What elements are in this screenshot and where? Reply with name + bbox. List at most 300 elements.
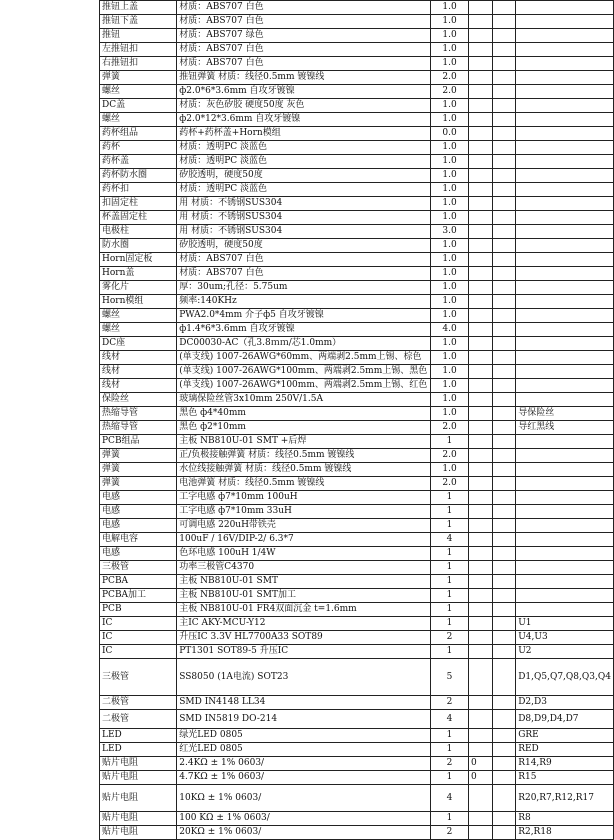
extra-cell-2 — [493, 323, 516, 337]
ref-cell — [516, 477, 614, 491]
spec-cell: ф1.4*6*3.6mm 自攻牙镀镍 — [177, 323, 431, 337]
ref-cell — [516, 295, 614, 309]
spec-cell: 用 材质：不锈钢SUS304 — [177, 197, 431, 211]
qty-cell: 1.0 — [431, 113, 469, 127]
extra-cell — [469, 281, 493, 295]
extra-cell — [469, 826, 493, 840]
extra-cell-2 — [493, 757, 516, 771]
item-name-cell: 推钮 — [100, 29, 177, 43]
qty-cell: 1 — [431, 743, 469, 757]
table-row — [100, 29, 614, 43]
item-name-cell: 弹簧 — [100, 477, 177, 491]
qty-cell: 1.0 — [431, 365, 469, 379]
qty-cell: 1 — [431, 603, 469, 617]
item-name-cell: 防水圈 — [100, 239, 177, 253]
extra-cell — [469, 575, 493, 589]
item-name-cell: 线材 — [100, 351, 177, 365]
extra-cell — [469, 743, 493, 757]
table-row — [100, 267, 614, 281]
qty-cell: 4.0 — [431, 323, 469, 337]
item-name-cell: 螺丝 — [100, 85, 177, 99]
extra-cell-2 — [493, 561, 516, 575]
ref-cell: GRE — [516, 729, 614, 743]
table-row — [100, 421, 614, 435]
item-name-cell: 推钮下盖 — [100, 15, 177, 29]
spec-cell: ф2.0*12*3.6mm 自攻牙镀镍 — [177, 113, 431, 127]
item-name-cell: 药杯 — [100, 141, 177, 155]
table-row — [100, 85, 614, 99]
extra-cell — [469, 43, 493, 57]
qty-cell: 2.0 — [431, 71, 469, 85]
extra-cell — [469, 463, 493, 477]
spec-cell: 材质：灰色矽胶 硬度50度 灰色 — [177, 99, 431, 113]
table-row — [100, 309, 614, 323]
ref-cell — [516, 239, 614, 253]
ref-cell: R15 — [516, 771, 614, 785]
extra-cell — [469, 127, 493, 141]
qty-cell: 1.0 — [431, 197, 469, 211]
extra-cell — [469, 505, 493, 519]
qty-cell: 2.0 — [431, 421, 469, 435]
extra-cell-2 — [493, 351, 516, 365]
extra-cell — [469, 295, 493, 309]
extra-cell — [469, 407, 493, 421]
extra-cell — [469, 267, 493, 281]
qty-cell: 1.0 — [431, 463, 469, 477]
spec-cell: PWA2.0*4mm 介子ф5 自攻牙镀镍 — [177, 309, 431, 323]
item-name-cell: 药杯扣 — [100, 183, 177, 197]
ref-cell: U4,U3 — [516, 631, 614, 645]
spec-cell: 功率三极管C4370 — [177, 561, 431, 575]
item-name-cell: 右推钮扣 — [100, 57, 177, 71]
spec-cell: 材质：ABS707 白色 — [177, 57, 431, 71]
extra-cell-2 — [493, 812, 516, 826]
ref-cell — [516, 85, 614, 99]
extra-cell — [469, 351, 493, 365]
spec-cell: ф2.0*6*3.6mm 自攻牙镀镍 — [177, 85, 431, 99]
extra-cell — [469, 812, 493, 826]
extra-cell-2 — [493, 710, 516, 729]
spec-cell: 20KΩ ± 1% 0603/ — [177, 826, 431, 840]
item-name-cell: DC座 — [100, 337, 177, 351]
qty-cell: 1.0 — [431, 99, 469, 113]
qty-cell: 1 — [431, 812, 469, 826]
ref-cell — [516, 575, 614, 589]
item-name-cell: 贴片电阻 — [100, 826, 177, 840]
table-row — [100, 239, 614, 253]
extra-cell-2 — [493, 281, 516, 295]
table-row — [100, 589, 614, 603]
spec-cell: 升压IC 3.3V HL7700A33 SOT89 — [177, 631, 431, 645]
qty-cell: 1.0 — [431, 253, 469, 267]
qty-cell: 1.0 — [431, 43, 469, 57]
spec-cell: 用 材质：不锈钢SUS304 — [177, 211, 431, 225]
extra-cell — [469, 449, 493, 463]
spec-cell: 红光LED 0805 — [177, 743, 431, 757]
table-row — [100, 533, 614, 547]
spec-cell: 工字电感 ф7*10mm 100uH — [177, 491, 431, 505]
table-row — [100, 57, 614, 71]
extra-cell — [469, 696, 493, 710]
extra-cell-2 — [493, 155, 516, 169]
qty-cell: 5 — [431, 659, 469, 696]
table-row — [100, 659, 614, 696]
ref-cell — [516, 1, 614, 15]
qty-cell: 4 — [431, 710, 469, 729]
extra-cell-2 — [493, 729, 516, 743]
item-name-cell: 推钮上盖 — [100, 1, 177, 15]
item-name-cell: 弹簧 — [100, 71, 177, 85]
qty-cell: 1 — [431, 561, 469, 575]
qty-cell: 2.0 — [431, 449, 469, 463]
ref-cell — [516, 589, 614, 603]
table-row — [100, 617, 614, 631]
extra-cell-2 — [493, 197, 516, 211]
table-row — [100, 449, 614, 463]
extra-cell-2 — [493, 603, 516, 617]
item-name-cell: PCB — [100, 603, 177, 617]
table-row — [100, 295, 614, 309]
item-name-cell: 螺丝 — [100, 309, 177, 323]
spec-cell: (单支线) 1007-26AWG*60mm、两端剥2.5mm上锡、棕色 — [177, 351, 431, 365]
spec-cell: 矽胶透明，硬度50度 — [177, 239, 431, 253]
qty-cell: 1 — [431, 729, 469, 743]
ref-cell — [516, 603, 614, 617]
item-name-cell: 电感 — [100, 519, 177, 533]
table-row — [100, 337, 614, 351]
extra-cell — [469, 785, 493, 812]
extra-cell — [469, 57, 493, 71]
qty-cell: 2.0 — [431, 477, 469, 491]
spec-cell: 100 KΩ ± 1% 0603/ — [177, 812, 431, 826]
qty-cell: 1.0 — [431, 169, 469, 183]
spec-cell: 材质：ABS707 白色 — [177, 1, 431, 15]
ref-cell: U2 — [516, 645, 614, 659]
spec-cell: 材质：ABS707 白色 — [177, 267, 431, 281]
ref-cell — [516, 141, 614, 155]
extra-cell — [469, 617, 493, 631]
extra-cell — [469, 491, 493, 505]
qty-cell: 1.0 — [431, 15, 469, 29]
extra-cell — [469, 239, 493, 253]
qty-cell: 1.0 — [431, 155, 469, 169]
item-name-cell: 药杯盖 — [100, 155, 177, 169]
spec-cell: 药杯+药杯盖+Horn模组 — [177, 127, 431, 141]
spec-cell: 厚：30um;孔径：5.75um — [177, 281, 431, 295]
qty-cell: 1 — [431, 771, 469, 785]
qty-cell: 1.0 — [431, 1, 469, 15]
extra-cell: 0 — [469, 757, 493, 771]
item-name-cell: 电解电容 — [100, 533, 177, 547]
item-name-cell: 电极柱 — [100, 225, 177, 239]
ref-cell — [516, 71, 614, 85]
extra-cell — [469, 561, 493, 575]
item-name-cell: 热缩导管 — [100, 407, 177, 421]
table-row — [100, 407, 614, 421]
item-name-cell: IC — [100, 645, 177, 659]
extra-cell — [469, 421, 493, 435]
ref-cell: D8,D9,D4,D7 — [516, 710, 614, 729]
spec-cell: 黑色 ф2*10mm — [177, 421, 431, 435]
qty-cell: 4 — [431, 533, 469, 547]
table-row — [100, 351, 614, 365]
extra-cell — [469, 547, 493, 561]
item-name-cell: 线材 — [100, 379, 177, 393]
extra-cell-2 — [493, 743, 516, 757]
table-row — [100, 169, 614, 183]
table-row — [100, 491, 614, 505]
spec-cell: 材质：ABS707 绿色 — [177, 29, 431, 43]
extra-cell — [469, 603, 493, 617]
extra-cell-2 — [493, 57, 516, 71]
extra-cell — [469, 589, 493, 603]
extra-cell-2 — [493, 99, 516, 113]
qty-cell: 1 — [431, 547, 469, 561]
ref-cell — [516, 197, 614, 211]
ref-cell: R20,R7,R12,R17 — [516, 785, 614, 812]
item-name-cell: 扣固定柱 — [100, 197, 177, 211]
ref-cell — [516, 43, 614, 57]
table-row — [100, 477, 614, 491]
extra-cell — [469, 710, 493, 729]
spec-cell: 主板 NB810U-01 FR4双面沉金 t=1.6mm — [177, 603, 431, 617]
extra-cell-2 — [493, 631, 516, 645]
table-row — [100, 645, 614, 659]
extra-cell-2 — [493, 393, 516, 407]
table-row — [100, 211, 614, 225]
ref-cell: U1 — [516, 617, 614, 631]
table-row — [100, 379, 614, 393]
extra-cell-2 — [493, 29, 516, 43]
spec-cell: SMD IN4148 LL34 — [177, 696, 431, 710]
qty-cell: 1 — [431, 575, 469, 589]
item-name-cell: 弹簧 — [100, 449, 177, 463]
table-row — [100, 43, 614, 57]
item-name-cell: 药杯防水圈 — [100, 169, 177, 183]
extra-cell-2 — [493, 337, 516, 351]
extra-cell-2 — [493, 477, 516, 491]
ref-cell — [516, 435, 614, 449]
ref-cell: 导红黑线 — [516, 421, 614, 435]
extra-cell — [469, 183, 493, 197]
extra-cell-2 — [493, 421, 516, 435]
qty-cell: 1.0 — [431, 337, 469, 351]
item-name-cell: PCBA加工 — [100, 589, 177, 603]
ref-cell — [516, 57, 614, 71]
extra-cell-2 — [493, 309, 516, 323]
qty-cell: 1.0 — [431, 57, 469, 71]
spec-cell: (单支线) 1007-26AWG*100mm、两端剥2.5mm上锡、红色 — [177, 379, 431, 393]
spec-cell: 主板 NB810U-01 SMT +后焊 — [177, 435, 431, 449]
extra-cell-2 — [493, 505, 516, 519]
extra-cell — [469, 141, 493, 155]
ref-cell — [516, 309, 614, 323]
table-row — [100, 99, 614, 113]
table-row — [100, 141, 614, 155]
item-name-cell: 线材 — [100, 365, 177, 379]
extra-cell — [469, 85, 493, 99]
extra-cell-2 — [493, 463, 516, 477]
table-row — [100, 771, 614, 785]
extra-cell — [469, 71, 493, 85]
qty-cell: 2 — [431, 826, 469, 840]
table-row — [100, 127, 614, 141]
ref-cell: RED — [516, 743, 614, 757]
ref-cell — [516, 449, 614, 463]
extra-cell — [469, 393, 493, 407]
extra-cell — [469, 645, 493, 659]
item-name-cell: PCB组品 — [100, 435, 177, 449]
qty-cell: 1.0 — [431, 281, 469, 295]
extra-cell — [469, 533, 493, 547]
spec-cell: 主板 NB810U-01 SMT — [177, 575, 431, 589]
extra-cell-2 — [493, 211, 516, 225]
ref-cell — [516, 225, 614, 239]
spec-cell: DC00030-AC（孔3.8ｍｍ/芯1.0mm） — [177, 337, 431, 351]
table-row — [100, 710, 614, 729]
ref-cell: R8 — [516, 812, 614, 826]
extra-cell-2 — [493, 1, 516, 15]
table-row — [100, 603, 614, 617]
qty-cell: 1.0 — [431, 351, 469, 365]
extra-cell — [469, 253, 493, 267]
extra-cell-2 — [493, 169, 516, 183]
ref-cell: 导保险丝 — [516, 407, 614, 421]
extra-cell — [469, 365, 493, 379]
table-row — [100, 812, 614, 826]
qty-cell: 1.0 — [431, 267, 469, 281]
qty-cell: 2 — [431, 696, 469, 710]
spec-cell: 材质：透明PC 淡蓝色 — [177, 141, 431, 155]
item-name-cell: 二极管 — [100, 696, 177, 710]
ref-cell — [516, 29, 614, 43]
extra-cell-2 — [493, 253, 516, 267]
ref-cell — [516, 183, 614, 197]
item-name-cell: 三极管 — [100, 561, 177, 575]
extra-cell-2 — [493, 295, 516, 309]
table-row — [100, 155, 614, 169]
spec-cell: 色环电感 100uH 1/4W — [177, 547, 431, 561]
extra-cell — [469, 197, 493, 211]
extra-cell-2 — [493, 71, 516, 85]
table-row — [100, 729, 614, 743]
ref-cell — [516, 155, 614, 169]
item-name-cell: IC — [100, 617, 177, 631]
ref-cell — [516, 393, 614, 407]
spec-cell: (单支线) 1007-26AWG*100mm、两端剥2.5mm上锡、黑色 — [177, 365, 431, 379]
extra-cell-2 — [493, 771, 516, 785]
extra-cell — [469, 659, 493, 696]
extra-cell — [469, 519, 493, 533]
table-row — [100, 757, 614, 771]
extra-cell-2 — [493, 127, 516, 141]
ref-cell — [516, 15, 614, 29]
ref-cell — [516, 267, 614, 281]
extra-cell — [469, 631, 493, 645]
extra-cell-2 — [493, 491, 516, 505]
ref-cell — [516, 491, 614, 505]
extra-cell-2 — [493, 85, 516, 99]
qty-cell: 4 — [431, 785, 469, 812]
item-name-cell: 左推钮扣 — [100, 43, 177, 57]
qty-cell: 1.0 — [431, 29, 469, 43]
spec-cell: 推钮弹簧 材质：线径0.5mm 镀镍线 — [177, 71, 431, 85]
extra-cell — [469, 29, 493, 43]
extra-cell — [469, 309, 493, 323]
spec-cell: 黑色 ф4*40mm — [177, 407, 431, 421]
table-row — [100, 547, 614, 561]
spec-cell: SS8050 (1A电流) SOT23 — [177, 659, 431, 696]
table-row — [100, 393, 614, 407]
qty-cell: 1 — [431, 589, 469, 603]
extra-cell — [469, 155, 493, 169]
table-row — [100, 365, 614, 379]
ref-cell: R14,R9 — [516, 757, 614, 771]
ref-cell: D2,D3 — [516, 696, 614, 710]
extra-cell-2 — [493, 15, 516, 29]
table-row — [100, 71, 614, 85]
spec-cell: 工字电感 ф7*10mm 33uH — [177, 505, 431, 519]
extra-cell-2 — [493, 589, 516, 603]
qty-cell: 1.0 — [431, 309, 469, 323]
ref-cell — [516, 323, 614, 337]
table-row — [100, 826, 614, 840]
extra-cell — [469, 337, 493, 351]
item-name-cell: LED — [100, 729, 177, 743]
ref-cell — [516, 519, 614, 533]
spec-cell: 材质：透明PC 淡蓝色 — [177, 183, 431, 197]
ref-cell — [516, 533, 614, 547]
item-name-cell: LED — [100, 743, 177, 757]
table-row — [100, 463, 614, 477]
item-name-cell: Horn模组 — [100, 295, 177, 309]
extra-cell-2 — [493, 239, 516, 253]
item-name-cell: 螺丝 — [100, 113, 177, 127]
extra-cell — [469, 379, 493, 393]
extra-cell — [469, 15, 493, 29]
qty-cell: 1 — [431, 491, 469, 505]
ref-cell — [516, 127, 614, 141]
table-row — [100, 505, 614, 519]
spec-cell: SMD IN5819 DO-214 — [177, 710, 431, 729]
table-row — [100, 575, 614, 589]
extra-cell: 0 — [469, 771, 493, 785]
item-name-cell: 弹簧 — [100, 463, 177, 477]
item-name-cell: 保险丝 — [100, 393, 177, 407]
extra-cell — [469, 169, 493, 183]
item-name-cell: PCBA — [100, 575, 177, 589]
extra-cell-2 — [493, 365, 516, 379]
extra-cell-2 — [493, 435, 516, 449]
extra-cell-2 — [493, 785, 516, 812]
table-row — [100, 743, 614, 757]
extra-cell-2 — [493, 575, 516, 589]
qty-cell: 1.0 — [431, 379, 469, 393]
extra-cell-2 — [493, 407, 516, 421]
ref-cell — [516, 365, 614, 379]
extra-cell — [469, 323, 493, 337]
qty-cell: 1.0 — [431, 211, 469, 225]
qty-cell: 2 — [431, 757, 469, 771]
spec-cell: 用 材质：不锈钢SUS304 — [177, 225, 431, 239]
extra-cell — [469, 225, 493, 239]
qty-cell: 1.0 — [431, 407, 469, 421]
qty-cell: 1 — [431, 645, 469, 659]
qty-cell: 1.0 — [431, 295, 469, 309]
ref-cell: R2,R18 — [516, 826, 614, 840]
table-row — [100, 1, 614, 15]
table-row — [100, 785, 614, 812]
